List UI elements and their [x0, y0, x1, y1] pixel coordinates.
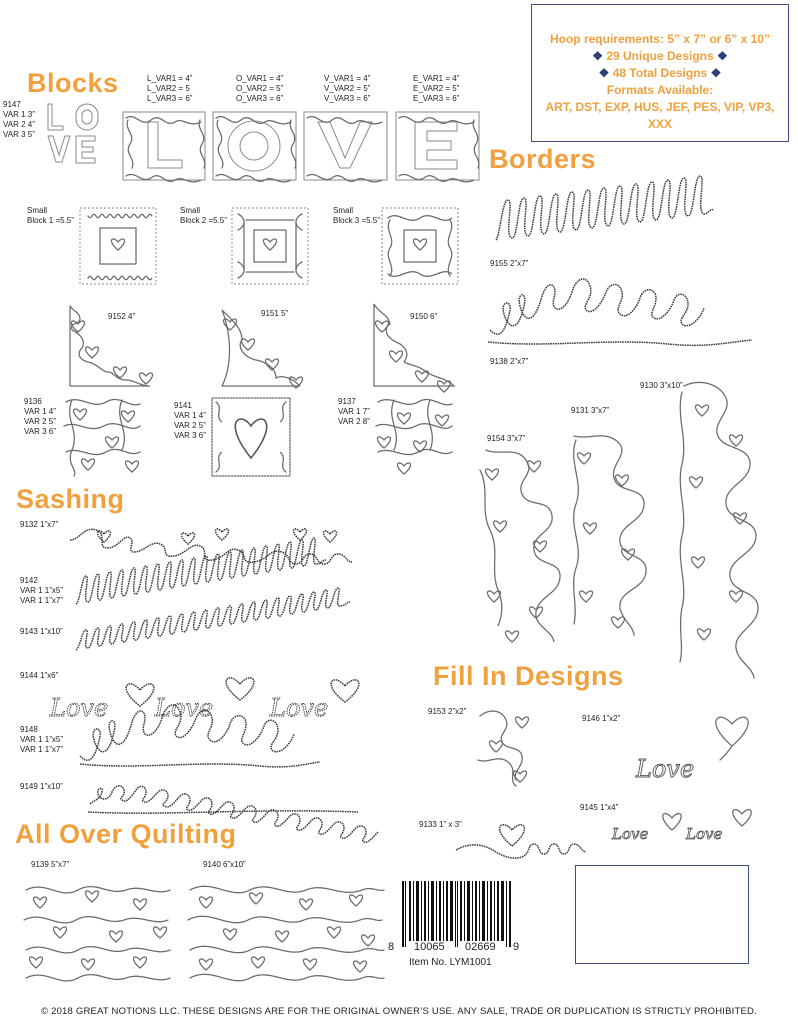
- label-9147: 9147 VAR 1 3” VAR 2 4” VAR 3 5”: [3, 100, 35, 139]
- section-title-sashing: Sashing: [16, 484, 125, 514]
- design-fill-9146: [635, 717, 748, 783]
- design-allover-9139: [22, 876, 174, 984]
- design-sashing-9144: [49, 678, 359, 722]
- design-small-blocks: [80, 208, 458, 284]
- svg-text:Love: Love: [270, 694, 329, 722]
- design-border-9155: [496, 176, 714, 240]
- label-9146: 9146 1”x2”: [582, 714, 621, 723]
- label-9151: 9151 5”: [261, 309, 289, 318]
- unique-designs-count: 29 Unique Designs: [606, 49, 714, 63]
- design-9147-love-stack: [48, 104, 98, 163]
- svg-text:Love: Love: [636, 755, 695, 783]
- label-e-var: E_VAR1 = 4” E_VAR2 = 5” E_VAR3 = 6”: [413, 74, 460, 103]
- svg-text:Love: Love: [155, 694, 214, 722]
- diamond-icon: ❖: [717, 49, 728, 63]
- design-border-vertical: [480, 382, 758, 678]
- diamond-icon: ❖: [592, 49, 603, 63]
- design-squares: [64, 398, 452, 476]
- section-title-borders: Borders: [489, 144, 597, 174]
- diamond-icon: ❖: [710, 66, 722, 80]
- label-9153: 9153 2”x2”: [428, 707, 467, 716]
- formats-heading: Formats Available:: [606, 83, 714, 97]
- label-9138: 9138 2”x7”: [490, 357, 529, 366]
- label-small-block-1: Small Block 1 =5.5”: [27, 206, 74, 225]
- design-sashing-9143: [76, 588, 350, 650]
- design-fill-9145: [611, 810, 751, 843]
- design-fill-9133: [456, 825, 586, 858]
- hoop-requirements-text: Hoop requirements: 5” x 7” or 6” x 10”: [549, 32, 771, 46]
- label-9132: 9132 1”x7”: [20, 520, 59, 529]
- label-9150: 9150 6”: [410, 312, 438, 321]
- label-9140: 9140 6”x10”: [203, 860, 246, 869]
- blank-label-box: [575, 865, 749, 964]
- label-small-block-2: Small Block 2 =5.5”: [180, 206, 227, 225]
- barcode-digit-right: 9: [513, 941, 520, 953]
- design-corners: [70, 304, 454, 392]
- label-9144: 9144 1”x6”: [20, 671, 59, 680]
- design-love-blocks: [123, 112, 479, 182]
- design-sashing-9132: [70, 529, 352, 564]
- design-sashing-9149: [88, 786, 378, 843]
- label-9149: 9149 1”x10”: [20, 782, 63, 791]
- label-9148: 9148 VAR 1 1”x5” VAR 1 1”x7”: [20, 725, 63, 754]
- label-9155: 9155 2”x7”: [490, 259, 529, 268]
- total-designs-count: 48 Total Designs: [612, 66, 708, 80]
- copyright-footer: © 2018 GREAT NOTIONS LLC. THESE DESIGNS ARE FOR THE ORIGINAL OWNER’S USE. ANY SALE, TRADE OR DUPLICATION IS STRICTLY PROHIBITED.: [41, 1006, 757, 1017]
- label-small-block-3: Small Block 3 =5.5”: [333, 206, 380, 225]
- label-9137: 9137 VAR 1 7” VAR 2 8”: [338, 397, 370, 426]
- label-9152: 9152 4”: [108, 312, 136, 321]
- section-title-fill-in: Fill In Designs: [433, 661, 624, 691]
- label-9154: 9154 3”x7”: [487, 434, 526, 443]
- design-sashing-9142: [76, 538, 326, 604]
- design-allover-9140: [188, 886, 384, 980]
- barcode-digits-1: 10065: [414, 941, 445, 953]
- label-l-var: L_VAR1 = 4” L_VAR2 = 5 L_VAR3 = 6”: [147, 74, 193, 103]
- design-fill-9153: [478, 711, 529, 786]
- item-number: Item No. LYM1001: [409, 957, 492, 968]
- label-9130: 9130 3”x10”: [640, 381, 683, 390]
- svg-text:Love: Love: [686, 825, 723, 843]
- barcode-digit-left: 8: [388, 941, 395, 953]
- design-border-9138: [488, 279, 752, 345]
- section-title-blocks: Blocks: [27, 68, 119, 98]
- label-9131: 9131 3”x7”: [571, 406, 610, 415]
- section-title-all-over: All Over Quilting: [15, 819, 237, 849]
- label-9145: 9145 1”x4”: [580, 803, 619, 812]
- diamond-icon: ❖: [598, 66, 610, 80]
- label-9143: 9143 1”x10”: [20, 627, 63, 636]
- label-9142: 9142 VAR 1 1”x5” VAR 1 1”x7”: [20, 576, 63, 605]
- barcode-digits-2: 02669: [465, 941, 496, 953]
- label-v-var: V_VAR1 = 4” V_VAR2 = 5” V_VAR3 = 6”: [324, 74, 371, 103]
- label-9136: 9136 VAR 1 4” VAR 2 5” VAR 3 6”: [24, 397, 56, 436]
- svg-text:Love: Love: [50, 694, 109, 722]
- formats-list: ART, DST, EXP, HUS, JEF, PES, VIP, VP3, XXX: [545, 100, 775, 131]
- svg-text:Love: Love: [612, 825, 649, 843]
- label-o-var: O_VAR1 = 4” O_VAR2 = 5” O_VAR3 = 6”: [236, 74, 284, 103]
- label-9141: 9141 VAR 1 4” VAR 2 5” VAR 3 6”: [174, 401, 206, 440]
- label-9133: 9133 1” x 3”: [419, 820, 462, 829]
- label-9139: 9139 5”x7”: [31, 860, 70, 869]
